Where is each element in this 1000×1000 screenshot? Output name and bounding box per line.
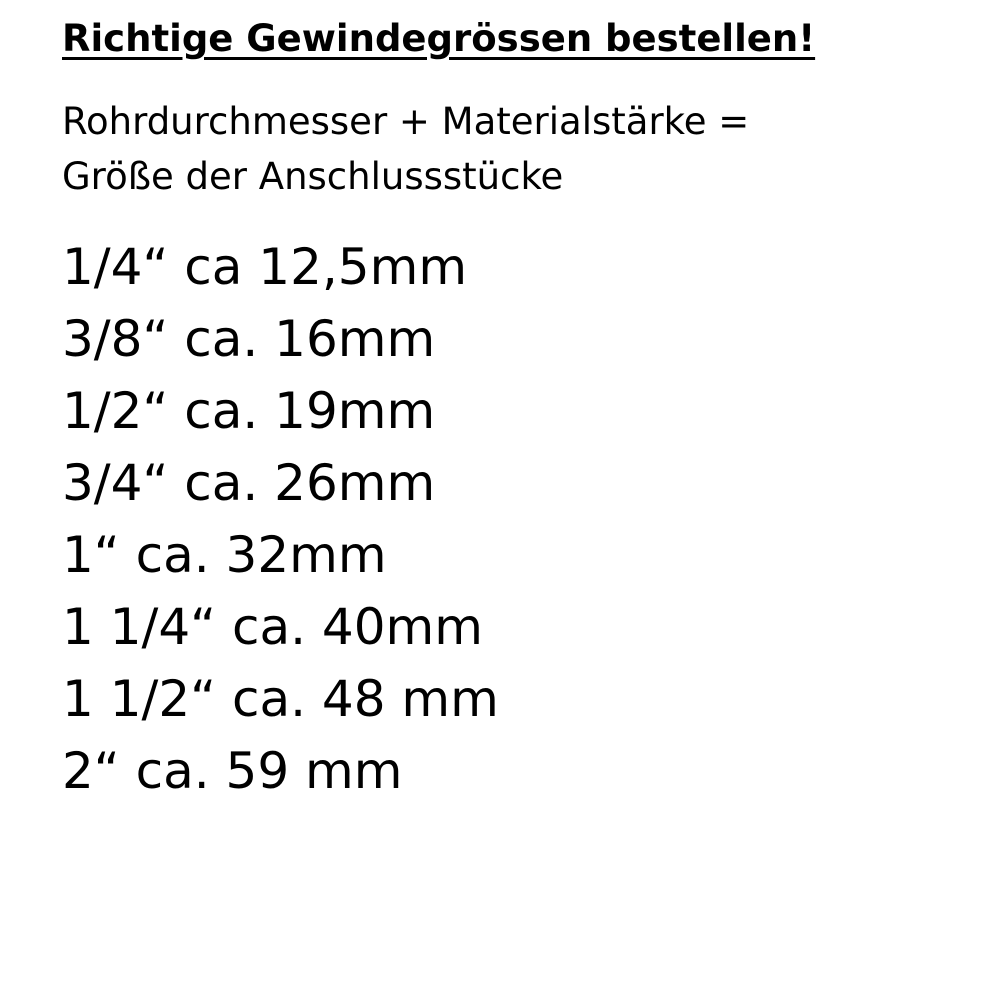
page-title: Richtige Gewindegrössen bestellen!: [62, 17, 816, 60]
list-item: 1 1/2“ ca. 48 mm: [62, 669, 499, 728]
list-item: 1/4“ ca 12,5mm: [62, 237, 468, 296]
list-item: 1“ ca. 32mm: [62, 525, 387, 584]
subtitle-block: [62, 94, 942, 205]
list-item: 1/2“ ca. 19mm: [62, 381, 436, 440]
thread-size-list: [62, 231, 1000, 807]
list-item: 1 1/4“ ca. 40mm: [62, 597, 483, 656]
subtitle-line-2: Größe der Anschlussstücke: [62, 155, 564, 199]
list-item: 2“ ca. 59 mm: [62, 741, 403, 800]
subtitle-line-1: Rohrdurchmesser + Materialstärke =: [62, 99, 750, 143]
list-item: 3/4“ ca. 26mm: [62, 453, 436, 512]
list-item: 3/8“ ca. 16mm: [62, 309, 436, 368]
